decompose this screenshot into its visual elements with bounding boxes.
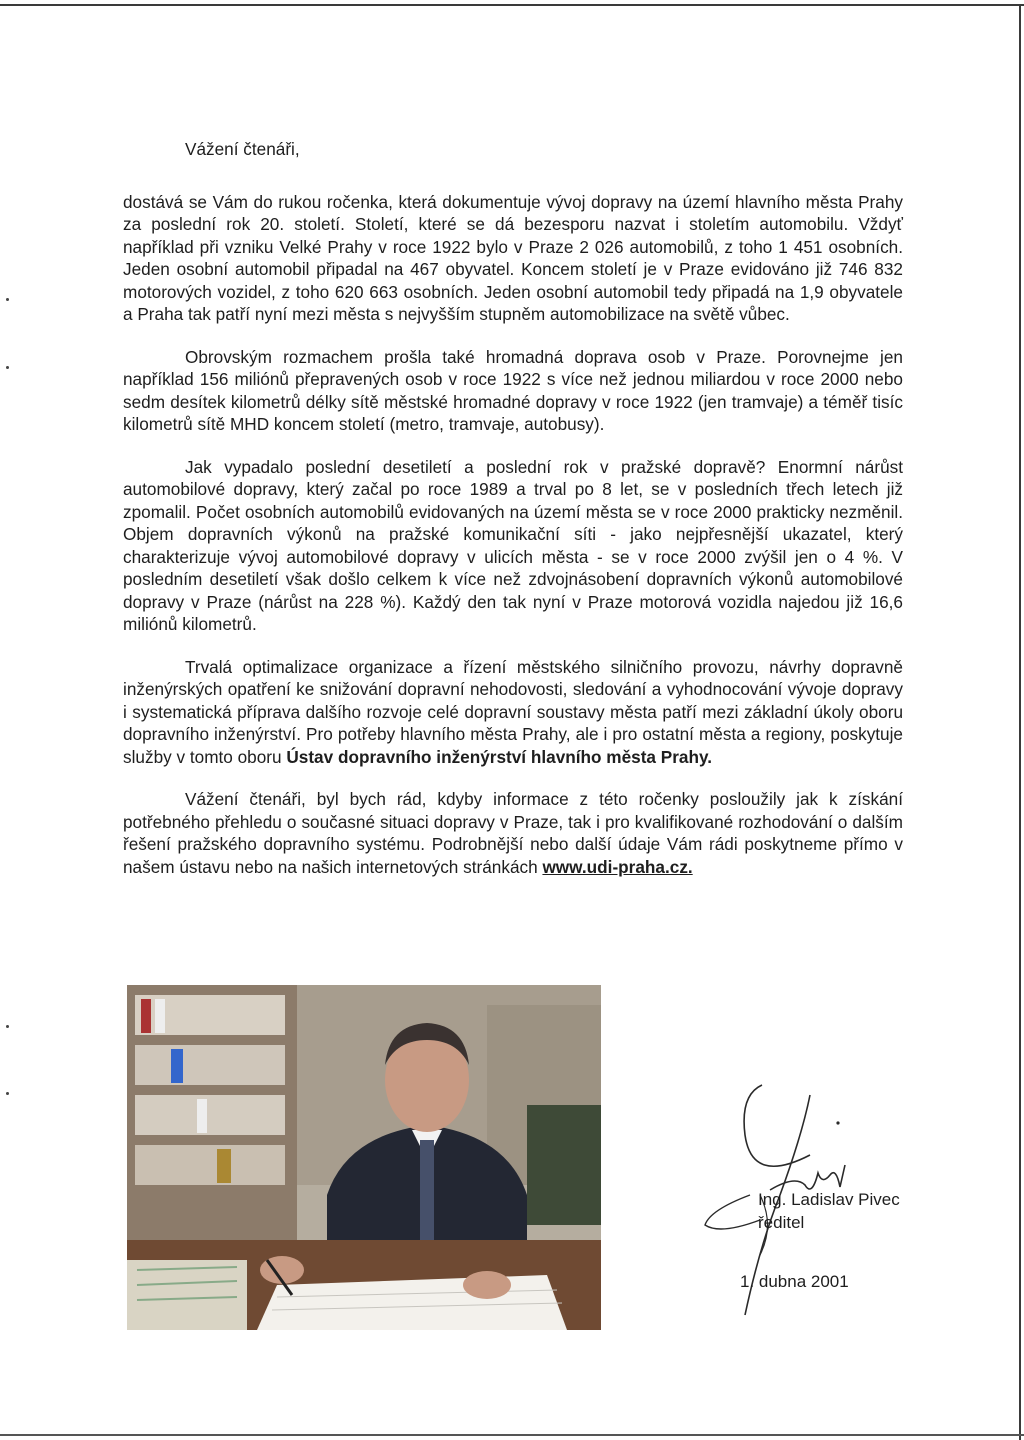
- page-border-bottom: [0, 1434, 1024, 1436]
- director-photo-illustration: [127, 985, 601, 1330]
- scan-speck: [6, 298, 9, 301]
- paragraph-traffic-engineering-text: Trvalá optimalizace organizace a řízení městského silničního provozu, návrhy dopravně inženýrských opatření ke snižování dopravní nehodovosti, sledování a vyhodnocování vývoje dopravy i systematická příprava dalšího rozvoje celé dopravní soustavy města patří mezi základní úkoly oboru dopravního inženýrství. Pro potřeby hlavního města Prahy, ale i pro ostatní města a regiony, poskytuje služby v tomto oboru: [123, 656, 903, 767]
- director-photo: [127, 985, 601, 1330]
- paragraph-public-transport: Obrovským rozmachem prošla také hromadná doprava osob v Praze. Porovnejme jen například 156 miliónů přepravených osob v roce 1922 s více než jednou miliardou v roce 2000 nebo sedm desítek kilometrů délky sítě městské hromadné dopravy v roce 1922 (jen tramvaje) a téměř tisíc kilometrů sítě MHD koncem století (metro, tramvaje, autobusy).: [123, 346, 903, 434]
- paragraph-automobiles: dostává se Vám do rukou ročenka, která dokumentuje vývoj dopravy na území hlavního města Prahy za poslední rok 20. století. Století, které se dá bezesporu nazvat i stoletím automobilu. Vždyť například při vzniku Velké Prahy v roce 1922 bylo v Praze 2 026 automobilů, z toho 1 451 osobních. Jeden osobní automobil připadal na 467 obyvatel. Koncem století je v Praze evidováno již 746 832 motorových vozidel, z toho 620 663 osobních. Jeden osobní automobil tedy připadá na 1,9 obyvatele a Praha tak patří nyní mezi města s nejvyšším stupněm automobilizace na světě vůbec.: [123, 191, 903, 324]
- signatory-role: ředitel: [758, 1213, 805, 1232]
- signatory-name: Ing. Ladislav Pivec: [758, 1190, 900, 1209]
- website-link[interactable]: www.udi-praha.cz.: [542, 856, 693, 877]
- paragraph-traffic-engineering: [123, 656, 903, 769]
- page-border-right: [1019, 4, 1021, 1440]
- paragraph-closing: [123, 788, 903, 878]
- salutation: Vážení čtenáři,: [185, 139, 300, 159]
- scan-speck: [6, 1092, 9, 1095]
- page-border-top: [0, 4, 1024, 6]
- paragraph-last-decade: Jak vypadalo poslední desetiletí a poslední rok v pražské dopravě? Enormní nárůst automobilové dopravy, který začal po roce 1989 a trval po 8 let, se v posledních třech letech již zpomalil. Počet osobních automobilů evidovaných na území města se v roce 2000 prakticky nezměnil. Objem dopravních výkonů na pražské komunikační síti - jako nejpřesnější ukazatel, který charakterizuje vývoj automobilové dopravy v ulicích města - se v roce 2000 zvýšil jen o 4 %. V posledním desetiletí však došlo celkem k více než zdvojnásobení dopravních výkonů automobilové dopravy v Praze (nárůst na 228 %). Každý den tak nyní v Praze motorová vozidla najedou již 16,6 miliónů kilometrů.: [123, 456, 903, 634]
- letter-date: 1. dubna 2001: [740, 1272, 849, 1291]
- paragraph-closing-text: Vážení čtenáři, byl bych rád, kdyby informace z této ročenky posloužily jak k získání potřebného přehledu o současné situaci dopravy v Praze, tak i pro kvalifikované rozhodování o dalším řešení pražského dopravního systému. Podrobnější nebo další údaje Vám rádi poskytneme přímo v našem ústavu nebo na našich internetových stránkách: [123, 789, 903, 877]
- letter-body: [123, 138, 903, 898]
- scan-speck: [6, 1025, 9, 1028]
- scan-speck: [6, 366, 9, 369]
- institute-name: Ústav dopravního inženýrství hlavního města Prahy.: [286, 746, 713, 767]
